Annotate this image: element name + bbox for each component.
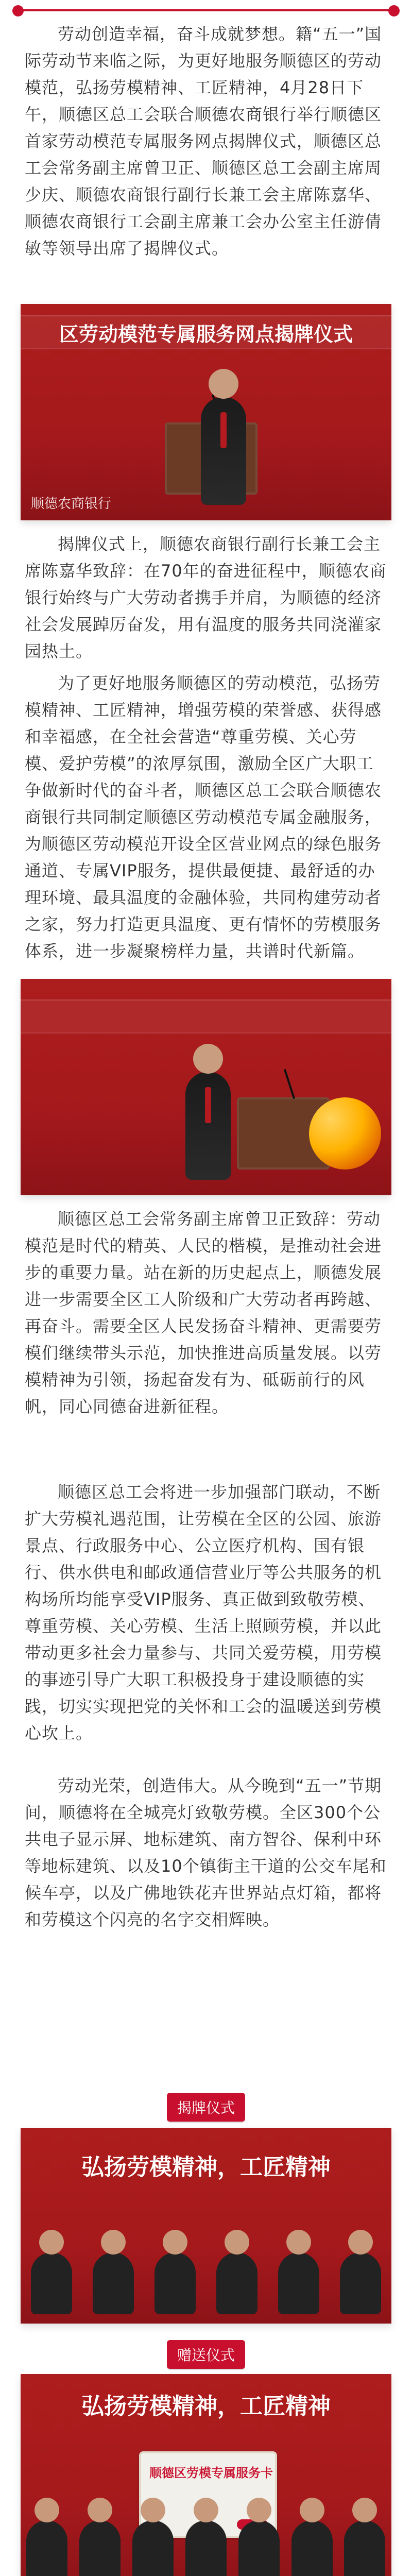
speech2-paragraph: 为了更好地服务顺德区的劳动模范，弘扬劳模精神、工匠精神，增强劳模的荣誉感、获得感和幸福感，在全社会营造“尊重劳模、关心劳模、爱护劳模”的浓厚氛围，激励全区广大职工争做新时代的奋斗者，顺德区总工会联合顺德农商银行共同制定顺德区劳动模范专属金融服务，为顺德区劳动模范开设全区营业网点的绿色服务通道、专属VIP服务，提供最便捷、最舒适的办理环境、最具温度的金融体验，共同构建劳动者之家，努力打造更具温度、更有情怀的劳模服务体系，进一步凝聚榜样力量，共谱时代新篇。 [25, 673, 382, 961]
unveiling-people [21, 2242, 391, 2314]
badge-gift: 赠送仪式 [167, 2340, 245, 2369]
ornament-dot-icon [388, 5, 400, 16]
speaker [201, 397, 246, 505]
speech1-paragraph: 揭牌仪式上，顺德农商银行副行长兼工会主席陈嘉华致辞：在70年的奋进征程中，顺德农商银行始终与广大劳动者携手并肩，为顺德的经济社会发展踔厉奋发，用有温度的服务共同浇灌家园热土。 [25, 534, 387, 661]
photo-unveiling [21, 2128, 391, 2324]
top-rule [21, 9, 391, 11]
ornament-dot-icon [12, 5, 24, 16]
photo-gift [21, 2374, 391, 2576]
photo4-banner: 弘扬劳模精神，工匠精神 [81, 2393, 331, 2419]
flowers-arrangement [309, 1097, 381, 1170]
gift-people [21, 2510, 391, 2576]
board-title: 顺德区劳模专属服务卡 [149, 2466, 273, 2480]
photo1-footer: 顺德农商银行 [31, 496, 112, 512]
speech5-paragraph: 劳动光荣，创造伟大。从今晚到“五一”节期间，顺德将在全城亮灯致敬劳模。全区300个公共电子显示屏、地标建筑、南方智谷、保利中环等地标建筑、以及10个镇街主干道的公交车尾和候车亭，以及广佛地铁花卉世界站点灯箱，都将和劳模这个闪亮的名字交相辉映。 [25, 1776, 387, 1929]
photo3-banner: 弘扬劳模精神，工匠精神 [81, 2154, 331, 2180]
photo-speech-red [21, 304, 391, 520]
speech4-paragraph: 顺德区总工会将进一步加强部门联动，不断扩大劳模礼遇范围，让劳模在全区的公园、旅游景点、行政服务中心、公立医疗机构、国有银行、供水供电和邮政通信营业厅等公共服务的机构场所均能享受VIP服务、真正做到致敬劳模、尊重劳模、关心劳模、生活上照顾劳模，并以此带动更多社会力量参与、共同关爱劳模，用劳模的事迹引导广大职工积极投身于建设顺德的实践，切实实现把党的关怀和工会的温暖送到劳模心坎上。 [25, 1482, 382, 1743]
photo1-banner: 区劳动模范专属服务网点揭牌仪式 [59, 323, 353, 346]
photo-speech2 [21, 979, 391, 1195]
badge-unveiling: 揭牌仪式 [167, 2093, 245, 2122]
intro-paragraph: 劳动创造幸福，奋斗成就梦想。籍“五一”国际劳动节来临之际，为更好地服务顺德区的劳动模范，弘扬劳模精神、工匠精神，4月28日下午，顺德区总工会联合顺德农商银行举行顺德区首家劳动模范专属服务网点揭牌仪式，顺德区总工会常务副主席曾卫正、顺德区总工会副主席周少庆、顺德农商银行副行长兼工会主席陈嘉华、顺德农商银行工会副主席兼工会办公室主任游倩敏等领导出席了揭牌仪式。 [25, 24, 382, 258]
speech3-paragraph: 顺德区总工会常务副主席曾卫正致辞：劳动模范是时代的精英、人民的楷模，是推动社会进步的重要力量。站在新的历史起点上，顺德发展进一步需要全区工人阶级和广大劳动者再跨越、再奋斗。需要全区人民发扬奋斗精神、更需要劳模们继续带头示范，加快推进高质量发展。以劳模精神为引领，扬起奋发有为、砥砺前行的风帆，同心同德奋进新征程。 [25, 1209, 382, 1416]
speaker-2 [185, 1072, 231, 1180]
